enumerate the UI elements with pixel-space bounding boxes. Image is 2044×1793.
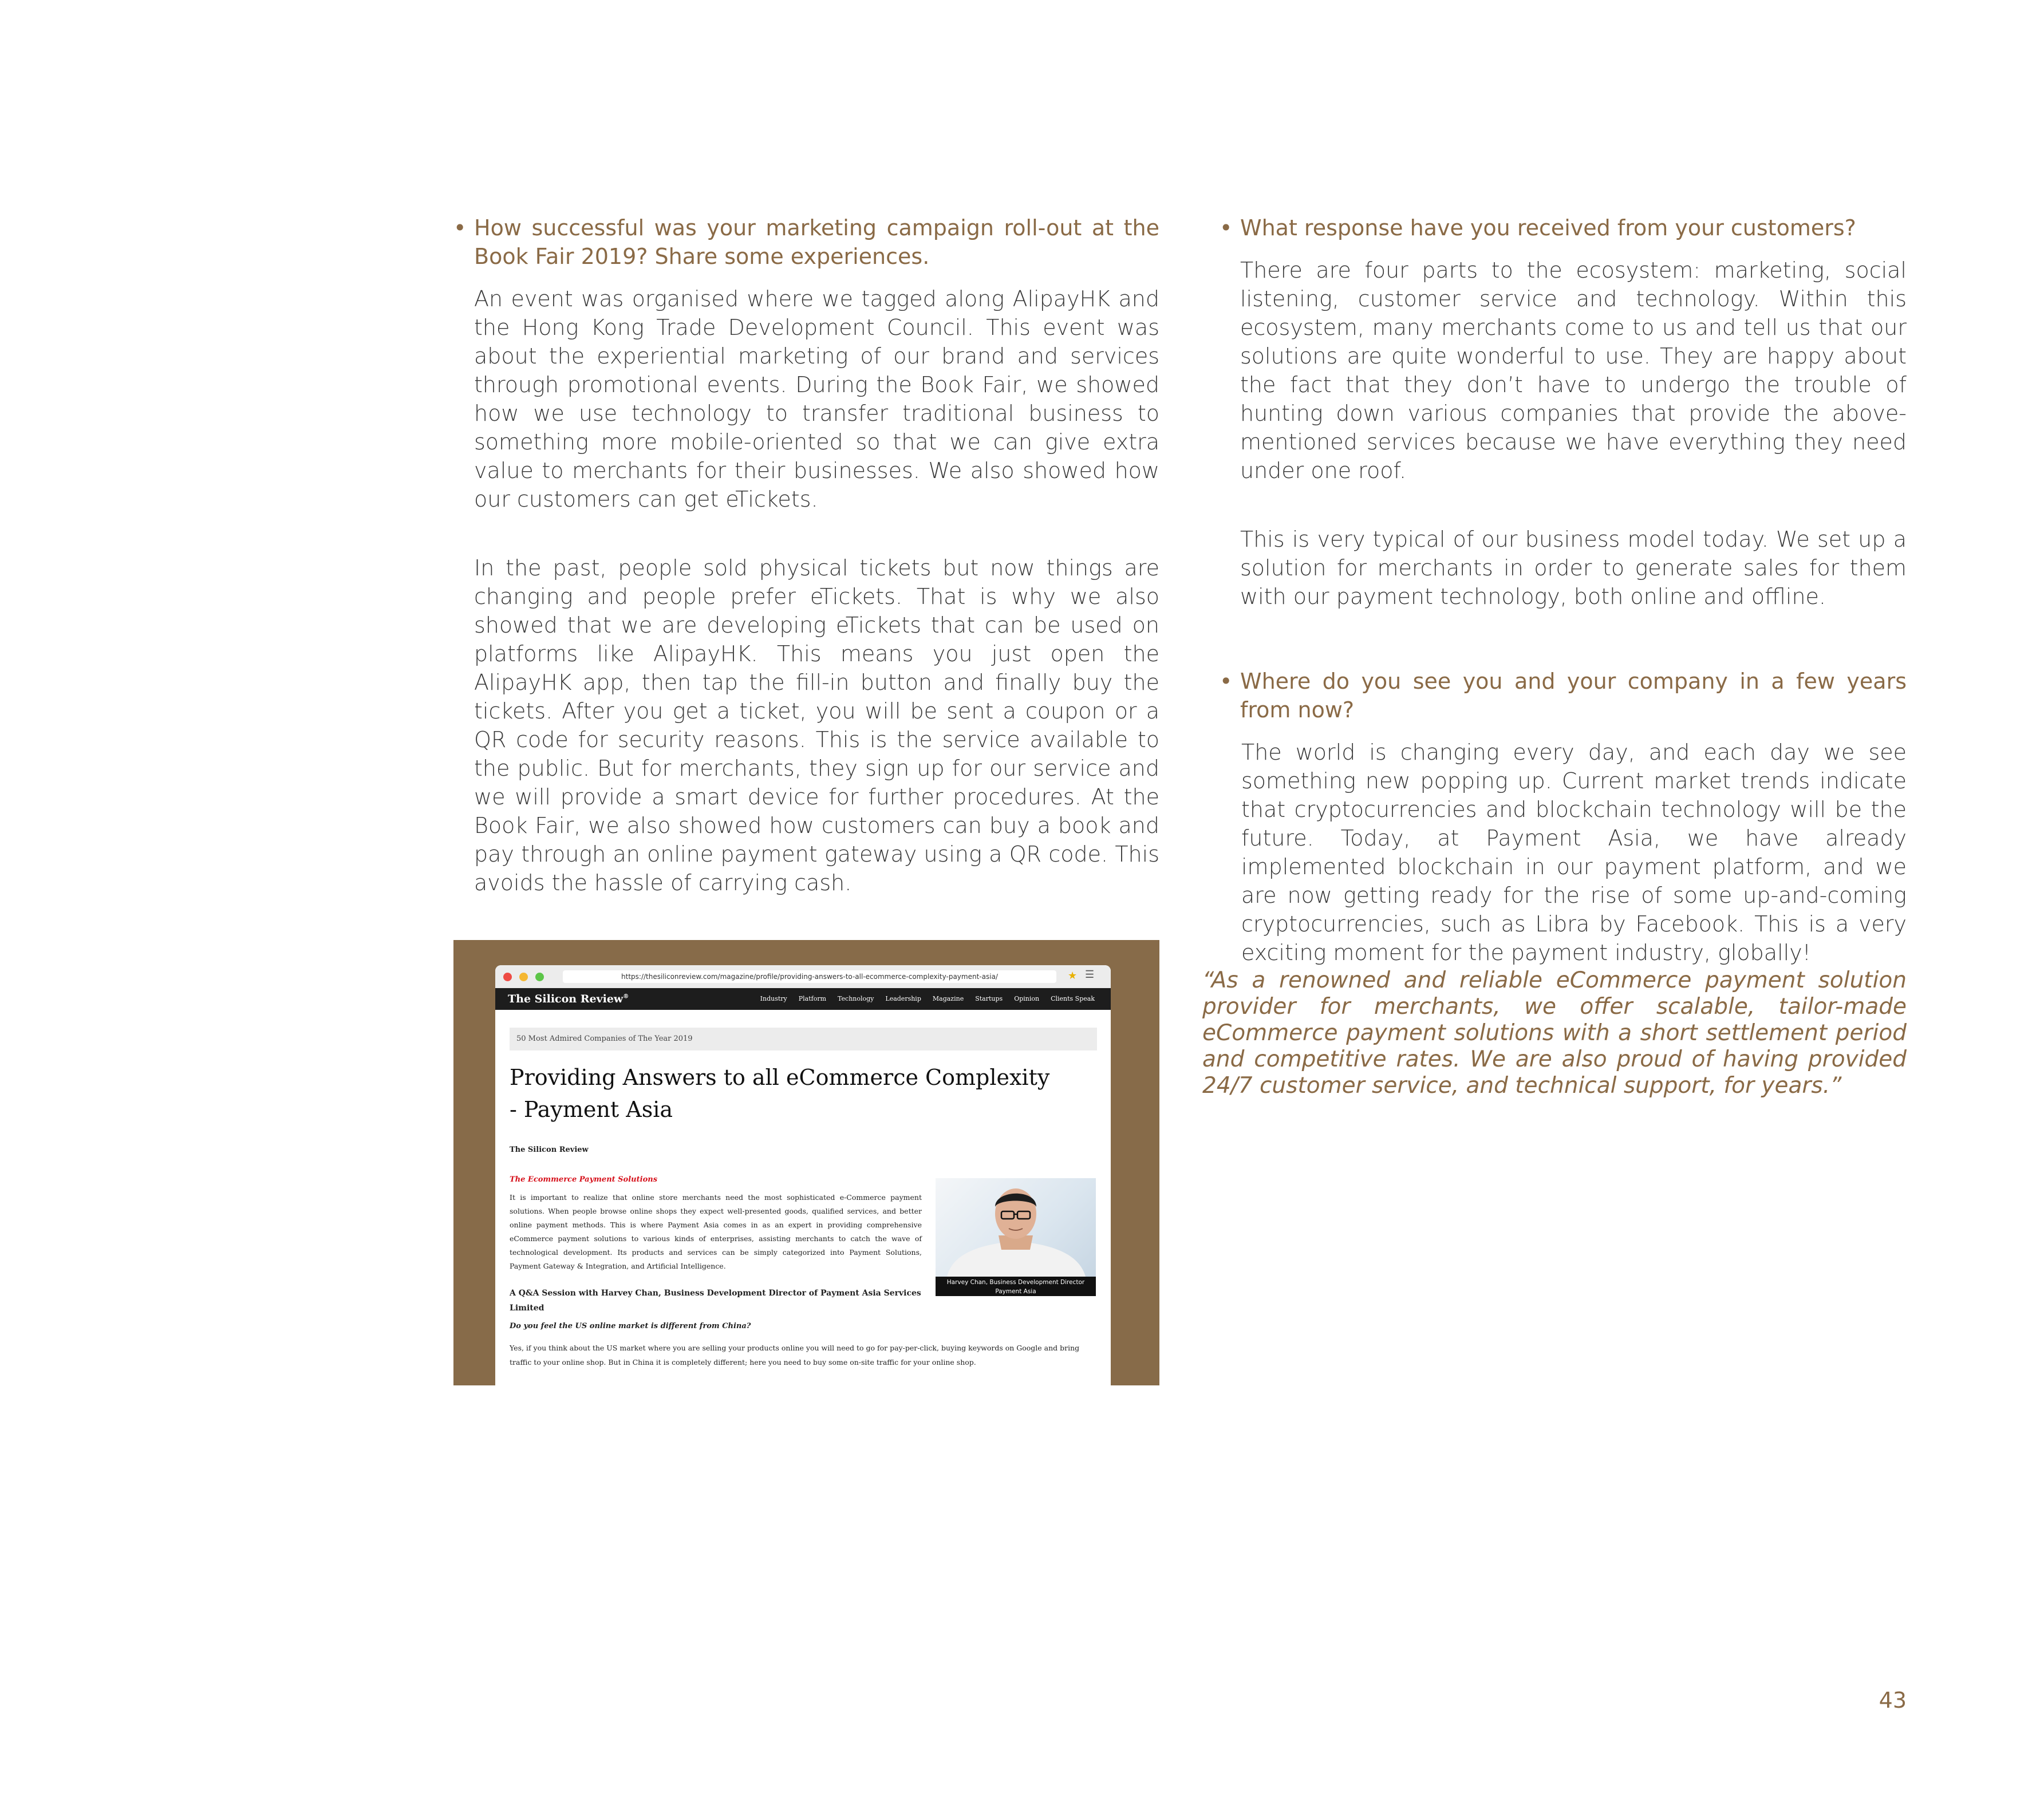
browser-chrome <box>495 965 1111 988</box>
bullet-icon: • <box>1220 215 1233 240</box>
nav-item: Startups <box>975 995 1003 1002</box>
nav-item: Clients Speak <box>1051 995 1095 1002</box>
close-dot-icon <box>503 973 512 981</box>
site-navbar <box>495 988 1111 1010</box>
site-brand: The Silicon Review® <box>508 993 629 1005</box>
person-portrait-icon <box>936 1178 1096 1277</box>
nav-item: Opinion <box>1014 995 1040 1002</box>
minimize-dot-icon <box>519 973 528 981</box>
article-qa-heading: A Q&A Session with Harvey Chan, Business Development Director of Payment Asia Services Limited <box>510 1289 921 1313</box>
article-byline: The Silicon Review <box>510 1146 589 1154</box>
nav-item: Platform <box>798 995 827 1002</box>
question-heading-book-fair: • How successful was your marketing campaign roll-out at the Book Fair 2019? Share some experiences. <box>453 214 1159 271</box>
address-bar: https://thesiliconreview.com/magazine/profile/providing-answers-to-all-ecommerce-complexity-payment-asia/ <box>563 970 1056 983</box>
bullet-icon: • <box>1220 669 1233 694</box>
bookmark-star-icon: ★ <box>1068 970 1078 982</box>
article-title: Providing Answers to all eCommerce Complexity - Payment Asia <box>510 1065 1050 1122</box>
website-screenshot-figure <box>453 940 1159 1385</box>
article-category: 50 Most Admired Companies of The Year 2019 <box>510 1028 1097 1050</box>
site-nav-links <box>760 995 1095 1002</box>
paragraph: An event was organised where we tagged along AlipayHK and the Hong Kong Trade Development Council. This event was about the experiential marketing of our brand and services through promotional events. During the Book Fair, we showed how we use technology to transfer traditional business to something more mobile-oriented so that we can give extra value to merchants for their businesses. We also showed how our customers can get eTickets. <box>474 286 1159 512</box>
nav-item: Leadership <box>885 995 921 1002</box>
paragraph: In the past, people sold physical tickets but now things are changing and people prefer eTickets. That is why we also showed that we are developing eTickets that can be used on platforms like AlipayHK. This means you just open the AlipayHK app, then tap the fill-in button and finally buy the tickets. After you get a ticket, you will be sent a coupon or a QR code for security reasons. This is the service available to the public. But for merchants, they sign up for our service and we will provide a smart device for further procedures. At the Book Fair, we also showed how customers can buy a book and pay through an online payment gateway using a QR code. This avoids the hassle of carrying cash. <box>474 555 1159 895</box>
question-heading-future: • Where do you see you and your company in a few years from now? <box>1220 667 1907 724</box>
question-heading-customer-response: • What response have you received from your customers? <box>1220 214 1907 242</box>
article-question: Do you feel the US online market is different from China? <box>510 1322 751 1330</box>
pull-quote: “As a renowned and reliable eCommerce payment solution provider for merchants, we offer scalable, tailor-made eCommerce payment solutions with a short settlement period and competitive rates. We are also proud of having provided 24/7 customer service, and technical support, for years.” <box>1202 967 1907 1099</box>
article-intro: It is important to realize that online store merchants need the most sophisticated e-Commerce payment solutions. When people browse online shops they expect well-presented goods, qualified services, and better online payment methods. This is where Payment Asia comes in as an expert in providing comprehensive eCommerce payment solutions to various kinds of enterprises, assisting merchants to catch the wave of technological development. Its products and services can be simply categorized into Payment Solutions, Payment Gateway & Integration, and Artificial Intelligence. <box>510 1193 922 1270</box>
nav-item: Magazine <box>932 995 964 1002</box>
paragraph: There are four parts to the ecosystem: marketing, social listening, customer service and technology. Within this ecosystem, many merchants come to us and tell us that our solutions are quite wonderful to use. They are happy about the fact that they don’t have to undergo the trouble of hunting down various companies that provide the above-mentioned services because we have everything they need under one roof. <box>1240 258 1907 483</box>
article-answer: Yes, if you think about the US market where you are selling your products online you will need to go for pay-per-click, buying keywords on Google and bring traffic to your online shop. But in China it is completely different; here you need to buy some on-site traffic for your online shop. <box>510 1344 1080 1367</box>
browser-window <box>495 965 1111 1385</box>
portrait-photo <box>936 1178 1096 1277</box>
bullet-icon: • <box>453 215 467 240</box>
page-number: 43 <box>1879 1688 1907 1713</box>
left-column <box>453 214 1159 897</box>
photo-caption: Harvey Chan, Business Development Director Payment Asia <box>936 1277 1096 1296</box>
right-column <box>1220 214 1907 967</box>
article-subhead: The Ecommerce Payment Solutions <box>510 1175 658 1184</box>
maximize-dot-icon <box>535 973 544 981</box>
nav-item: Technology <box>838 995 874 1002</box>
nav-item: Industry <box>760 995 787 1002</box>
paragraph: The world is changing every day, and each day we see something new popping up. Current market trends indicate that cryptocurrencies and blockchain technology will be the future. Today, at Payment Asia, we have already implemented blockchain in our payment platform, and we are now getting ready for the rise of some up-and-coming cryptocurrencies, such as Libra by Facebook. This is a very exciting moment for the payment industry, globally! <box>1241 740 1907 965</box>
paragraph: This is very typical of our business model today. We set up a solution for merchants in order to generate sales for them with our payment technology, both online and offline. <box>1240 527 1907 609</box>
menu-icon: ☰ <box>1085 969 1095 981</box>
